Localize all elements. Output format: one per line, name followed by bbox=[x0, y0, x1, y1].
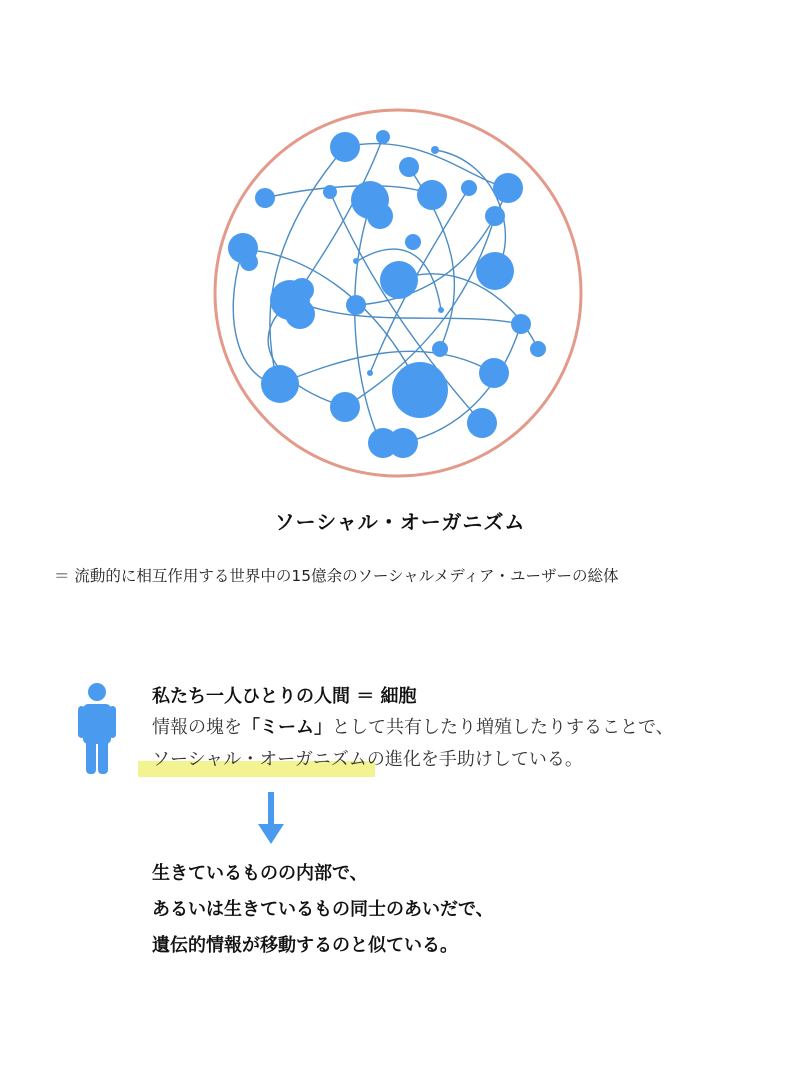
cell-node bbox=[405, 234, 421, 250]
link-line bbox=[270, 147, 345, 384]
cell-node bbox=[511, 314, 531, 334]
conclusion-block bbox=[152, 856, 494, 964]
conclusion-line-1: 生きているものの内部で、 bbox=[152, 863, 368, 884]
meme-term: 「ミーム」 bbox=[242, 717, 332, 738]
cell-node bbox=[476, 252, 514, 290]
cell-node bbox=[479, 358, 509, 388]
line2-suffix: の進化を手助けしている。 bbox=[366, 749, 583, 770]
link-line bbox=[233, 250, 278, 384]
diagram-definition: ＝ 流動的に相互作用する世界中の15億余のソーシャルメディア・ユーザーの総体 bbox=[54, 567, 619, 585]
link-line bbox=[265, 186, 432, 198]
cell-node bbox=[330, 392, 360, 422]
cell-node bbox=[438, 307, 444, 313]
cell-node bbox=[285, 299, 315, 329]
cell-node bbox=[367, 370, 373, 376]
link-line bbox=[293, 300, 521, 324]
link-line bbox=[278, 351, 494, 384]
explanation-line-2 bbox=[152, 744, 674, 776]
conclusion-line-3: 遺伝的情報が移動するのと似ている。 bbox=[152, 935, 458, 956]
cell-node bbox=[376, 130, 390, 144]
cell-node bbox=[330, 132, 360, 162]
cell-nodes bbox=[228, 130, 546, 458]
cell-node bbox=[432, 341, 448, 357]
explanation-line-1 bbox=[152, 712, 674, 744]
cell-node bbox=[290, 278, 314, 302]
cell-node bbox=[240, 253, 258, 271]
line1-prefix: 情報の塊を bbox=[152, 717, 242, 738]
cell-node bbox=[461, 180, 477, 196]
cell-node bbox=[399, 157, 419, 177]
line1-suffix: として共有したり増殖したりすることで、 bbox=[332, 717, 674, 738]
conclusion-line-2: あるいは生きているもの同士のあいだで、 bbox=[152, 899, 494, 920]
cell-node bbox=[417, 180, 447, 210]
cell-node bbox=[467, 408, 497, 438]
cell-node bbox=[367, 203, 393, 229]
cell-node bbox=[380, 261, 418, 299]
cell-node bbox=[431, 146, 439, 154]
cell-node bbox=[388, 428, 418, 458]
person-icon bbox=[78, 682, 116, 778]
cell-node bbox=[261, 365, 299, 403]
cell-node bbox=[493, 173, 523, 203]
highlighted-term: ソーシャル・オーガニズム bbox=[152, 744, 367, 776]
diagram-title: ソーシャル・オーガニズム bbox=[274, 510, 526, 534]
explanation-block bbox=[152, 682, 674, 776]
cell-node bbox=[346, 295, 366, 315]
cell-node bbox=[353, 258, 359, 264]
explanation-heading: 私たち一人ひとりの人間 ＝ 細胞 bbox=[152, 686, 417, 707]
cell-node bbox=[485, 206, 505, 226]
cell-node bbox=[530, 341, 546, 357]
down-arrow-icon bbox=[258, 792, 284, 846]
link-line bbox=[399, 274, 538, 349]
cell-node bbox=[255, 188, 275, 208]
cell-node bbox=[392, 362, 448, 418]
cell-node bbox=[323, 185, 337, 199]
social-organism-diagram bbox=[0, 0, 800, 500]
